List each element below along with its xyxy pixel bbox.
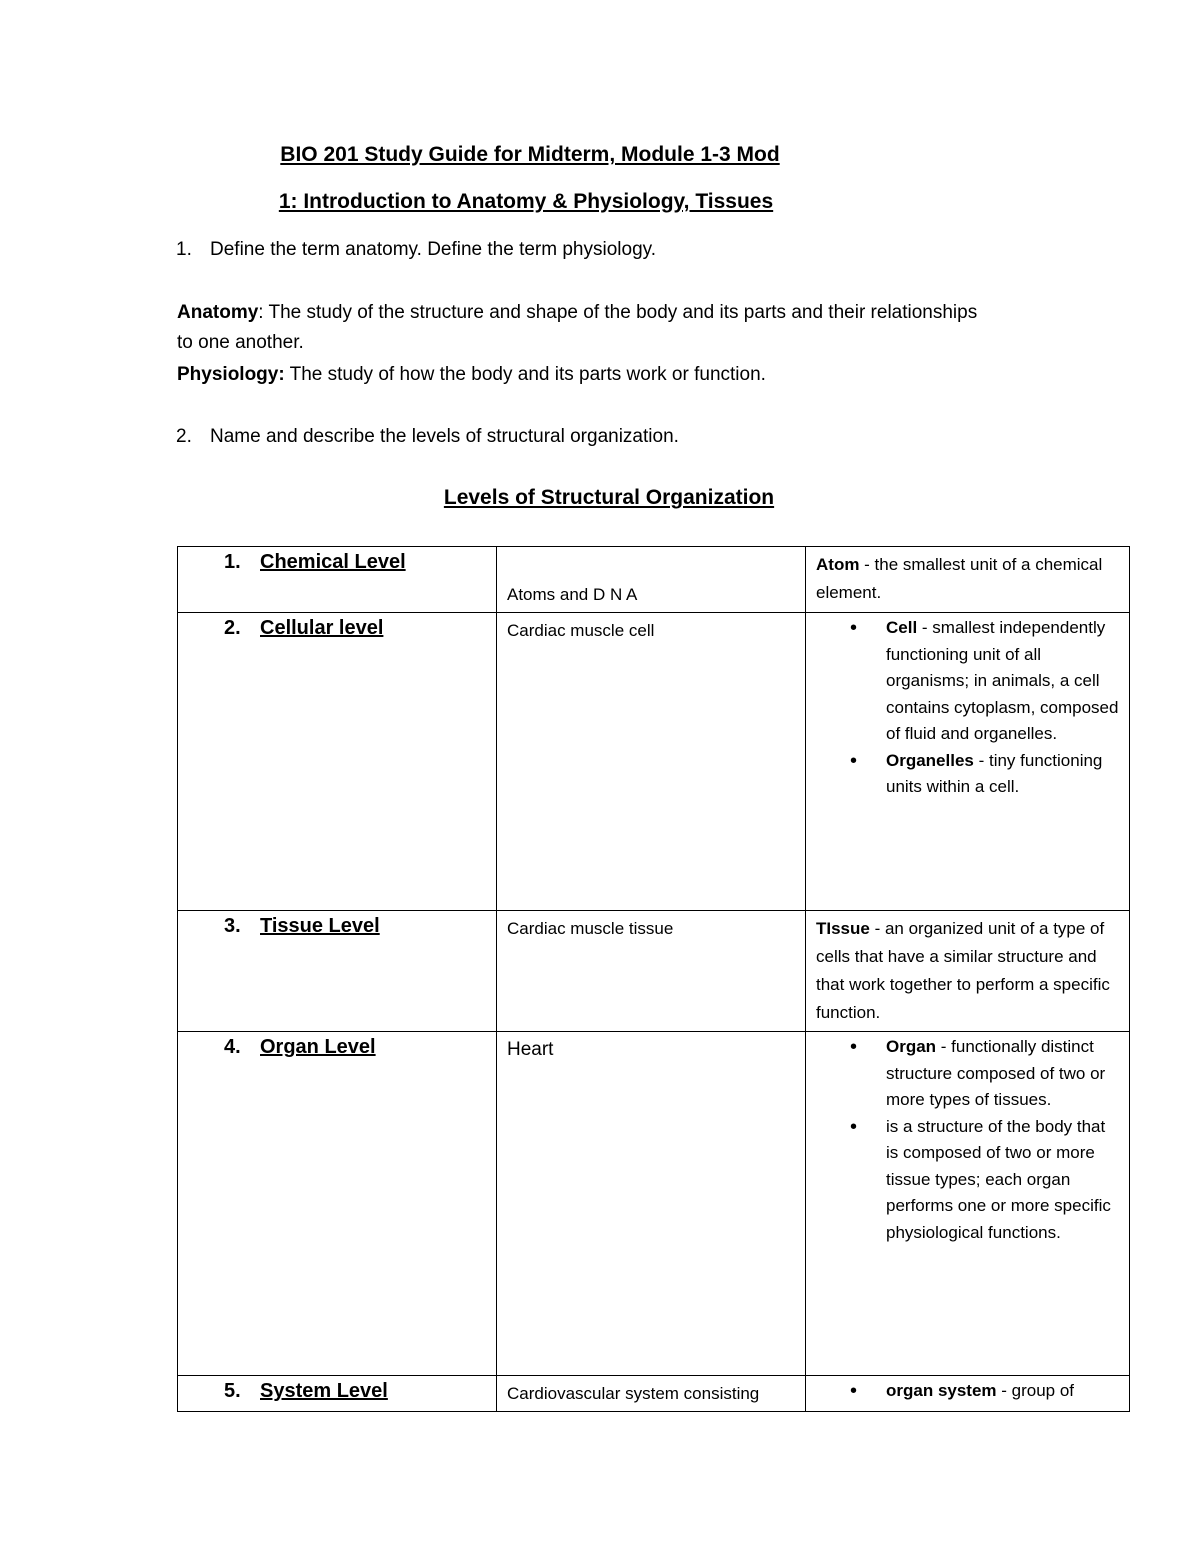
definition-bullet xyxy=(806,1378,1129,1405)
table-row xyxy=(178,911,1130,1032)
definition-term: Organ xyxy=(886,1037,937,1056)
question-2 xyxy=(176,426,679,448)
level-number: 2. xyxy=(224,617,241,639)
table-row xyxy=(178,613,1130,911)
definition-term: organ system xyxy=(886,1381,997,1400)
definition-text: - smallest independently functioning unit of all organisms; in animals, a cell contains cytoplasm, composed of fluid and organelles. xyxy=(886,618,1119,743)
example-cell xyxy=(497,1376,806,1412)
definition-bullet xyxy=(806,1034,1129,1114)
table-row xyxy=(178,547,1130,613)
question-1 xyxy=(176,239,656,261)
table-title: Levels of Structural Organization xyxy=(443,486,775,509)
physiology-definition xyxy=(177,360,997,390)
example-cell xyxy=(497,547,806,613)
level-cell xyxy=(178,547,497,613)
definition-bullet xyxy=(806,748,1129,801)
question-2-number: 2. xyxy=(176,426,192,447)
level-name: Cellular level xyxy=(260,617,384,639)
level-example: Cardiac muscle cell xyxy=(507,621,655,640)
question-1-text: Define the term anatomy. Define the term physiology. xyxy=(210,239,657,260)
level-name: Tissue Level xyxy=(260,915,380,937)
definition-text: - functionally distinct structure composed of two or more types of tissues. xyxy=(886,1037,1106,1109)
example-cell xyxy=(497,613,806,911)
level-name: Chemical Level xyxy=(260,551,406,573)
level-number: 1. xyxy=(224,551,241,573)
example-cell xyxy=(497,1032,806,1376)
definition-cell xyxy=(806,613,1130,911)
question-2-text: Name and describe the levels of structural organization. xyxy=(210,426,679,447)
levels-table xyxy=(177,546,1130,1412)
level-number: 3. xyxy=(224,915,241,937)
definition-text: - tiny functioning units within a cell. xyxy=(886,750,1103,796)
definition-text: - group of xyxy=(996,1381,1075,1400)
definition-text: - an organized unit of a type of cells that have a similar structure and that work together to perform a specific function. xyxy=(816,919,1110,1022)
definition-term: TIssue xyxy=(816,919,870,938)
definition-cell xyxy=(806,911,1130,1032)
definition-term: Atom xyxy=(816,555,860,574)
level-cell xyxy=(178,1032,497,1376)
level-number: 4. xyxy=(224,1036,241,1058)
definition-bullet xyxy=(806,615,1129,748)
level-cell xyxy=(178,613,497,911)
level-cell xyxy=(178,911,497,1032)
anatomy-text: : The study of the structure and shape of the body and its parts and their relationships to one another. xyxy=(177,302,978,353)
question-1-number: 1. xyxy=(176,239,192,260)
table-row xyxy=(178,1032,1130,1376)
definition-term: Cell xyxy=(886,618,918,637)
level-example: Heart xyxy=(507,1039,554,1060)
table-row xyxy=(178,1376,1130,1412)
definition-cell xyxy=(806,547,1130,613)
level-example: Cardiovascular system consisting xyxy=(507,1384,760,1403)
title-line-2: 1: Introduction to Anatomy & Physiology, Tissues xyxy=(278,190,774,213)
example-cell xyxy=(497,911,806,1032)
definition-cell xyxy=(806,1376,1130,1412)
definition-term: Organelles xyxy=(886,750,974,770)
level-example: Atoms and D N A xyxy=(507,585,638,604)
title-line-1: BIO 201 Study Guide for Midterm, Module 1-3 Mod xyxy=(280,143,780,166)
physiology-term: Physiology: xyxy=(177,364,285,385)
level-name: Organ Level xyxy=(260,1036,376,1058)
definition-bullet xyxy=(806,1114,1129,1247)
level-example: Cardiac muscle tissue xyxy=(507,919,674,938)
definition-text: is a structure of the body that is composed of two or more tissue types; each organ performs one or more specific physiological functions. xyxy=(886,1116,1111,1242)
level-name: System Level xyxy=(260,1380,388,1402)
level-number: 5. xyxy=(224,1380,241,1402)
level-cell xyxy=(178,1376,497,1412)
anatomy-definition xyxy=(177,298,997,358)
anatomy-term: Anatomy xyxy=(177,302,259,323)
physiology-text: The study of how the body and its parts work or function. xyxy=(284,364,766,385)
definition-text: - the smallest unit of a chemical element. xyxy=(816,555,1103,602)
definition-cell xyxy=(806,1032,1130,1376)
